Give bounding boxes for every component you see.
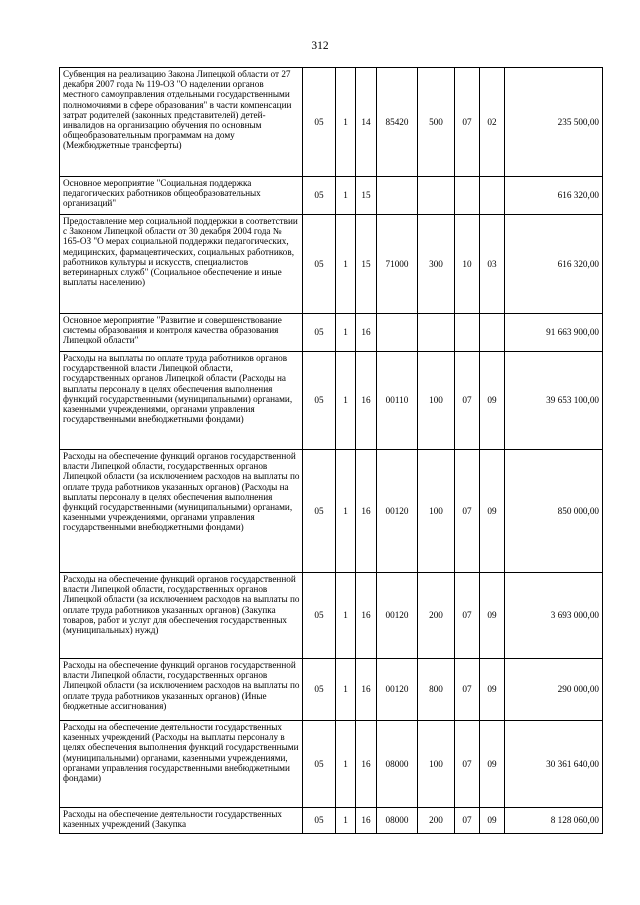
section-code: 10 bbox=[455, 215, 480, 314]
subsection-code: 09 bbox=[480, 721, 505, 808]
subprogram-code: 1 bbox=[336, 177, 356, 215]
subprogram-code: 1 bbox=[336, 721, 356, 808]
table-row bbox=[60, 314, 603, 352]
program-code: 05 bbox=[303, 573, 336, 659]
table-row bbox=[60, 573, 603, 659]
section-code: 07 bbox=[455, 352, 480, 450]
table-row bbox=[60, 215, 603, 314]
direction-code bbox=[377, 177, 418, 215]
activity-code: 16 bbox=[356, 808, 377, 834]
row-description: Субвенция на реализацию Закона Липецкой области от 27 декабря 2007 года № 119-ОЗ "О наделении органов местного самоуправления отдельными государственными полномочиями в сфере образования" в части компенсации затрат родителей (законных представителей) детей-инвалидов на организацию обучения по основным общеобразовательным программам на дому (Межбюджетные трансферты) bbox=[60, 68, 303, 177]
table-row bbox=[60, 68, 603, 177]
expense-type-code: 200 bbox=[418, 808, 455, 834]
subprogram-code: 1 bbox=[336, 450, 356, 573]
section-code: 07 bbox=[455, 68, 480, 177]
expense-type-code bbox=[418, 177, 455, 215]
row-description: Расходы на выплаты по оплате труда работников органов государственной власти Липецкой области, государственных органов Липецкой области (Расходы на выплаты персоналу в целях обеспечения выполнения функций государственными (муниципальными) органами, казенными учреждениями, органами управления государственными внебюджетными фондами) bbox=[60, 352, 303, 450]
amount: 616 320,00 bbox=[505, 215, 603, 314]
expense-type-code bbox=[418, 314, 455, 352]
page-number: 312 bbox=[311, 40, 329, 52]
program-code: 05 bbox=[303, 659, 336, 721]
row-description: Расходы на обеспечение деятельности государственных казенных учреждений (Расходы на выплаты персоналу в целях обеспечения выполнения функций государственными (муниципальными) органами, казенными учреждениями, органами управления государственными внебюджетными фондами) bbox=[60, 721, 303, 808]
subprogram-code: 1 bbox=[336, 659, 356, 721]
program-code: 05 bbox=[303, 215, 336, 314]
table-row bbox=[60, 659, 603, 721]
section-code: 07 bbox=[455, 450, 480, 573]
subprogram-code: 1 bbox=[336, 808, 356, 834]
activity-code: 14 bbox=[356, 68, 377, 177]
table-row bbox=[60, 808, 603, 834]
subprogram-code: 1 bbox=[336, 314, 356, 352]
program-code: 05 bbox=[303, 352, 336, 450]
subprogram-code: 1 bbox=[336, 215, 356, 314]
row-description: Расходы на обеспечение функций органов государственной власти Липецкой области, государственных органов Липецкой области (за исключением расходов на выплаты по оплате труда работников указанных органов) (Закупка товаров, работ и услуг для обеспечения государственных (муниципальных) нужд) bbox=[60, 573, 303, 659]
section-code bbox=[455, 314, 480, 352]
activity-code: 16 bbox=[356, 314, 377, 352]
subsection-code bbox=[480, 177, 505, 215]
amount: 30 361 640,00 bbox=[505, 721, 603, 808]
program-code: 05 bbox=[303, 808, 336, 834]
row-description: Расходы на обеспечение функций органов государственной власти Липецкой области, государственных органов Липецкой области (за исключением расходов на выплаты по оплате труда работников указанных органов) (Иные бюджетные ассигнования) bbox=[60, 659, 303, 721]
subsection-code: 09 bbox=[480, 808, 505, 834]
activity-code: 15 bbox=[356, 215, 377, 314]
amount: 8 128 060,00 bbox=[505, 808, 603, 834]
subsection-code bbox=[480, 314, 505, 352]
amount: 235 500,00 bbox=[505, 68, 603, 177]
subprogram-code: 1 bbox=[336, 68, 356, 177]
direction-code: 00110 bbox=[377, 352, 418, 450]
section-code: 07 bbox=[455, 721, 480, 808]
direction-code: 08000 bbox=[377, 808, 418, 834]
expense-type-code: 200 bbox=[418, 573, 455, 659]
expense-type-code: 100 bbox=[418, 721, 455, 808]
row-description: Основное мероприятие "Развитие и совершенствование системы образования и контроля качества образования Липецкой области" bbox=[60, 314, 303, 352]
table-row bbox=[60, 352, 603, 450]
expense-type-code: 300 bbox=[418, 215, 455, 314]
activity-code: 16 bbox=[356, 352, 377, 450]
amount: 39 653 100,00 bbox=[505, 352, 603, 450]
expense-type-code: 800 bbox=[418, 659, 455, 721]
table-row bbox=[60, 177, 603, 215]
program-code: 05 bbox=[303, 450, 336, 573]
activity-code: 15 bbox=[356, 177, 377, 215]
table-row bbox=[60, 721, 603, 808]
program-code: 05 bbox=[303, 314, 336, 352]
section-code: 07 bbox=[455, 808, 480, 834]
row-description: Предоставление мер социальной поддержки в соответствии с Законом Липецкой области от 30 декабря 2004 года № 165-ОЗ "О мерах социальной поддержки педагогических, медицинских, фармацевтических, социальных работников, работников культуры и искусств, специалистов ветеринарных служб" (Социальное обеспечение и иные выплаты населению) bbox=[60, 215, 303, 314]
subsection-code: 09 bbox=[480, 352, 505, 450]
program-code: 05 bbox=[303, 68, 336, 177]
subsection-code: 09 bbox=[480, 573, 505, 659]
budget-table bbox=[59, 67, 603, 834]
expense-type-code: 100 bbox=[418, 352, 455, 450]
activity-code: 16 bbox=[356, 659, 377, 721]
subprogram-code: 1 bbox=[336, 573, 356, 659]
amount: 616 320,00 bbox=[505, 177, 603, 215]
direction-code: 71000 bbox=[377, 215, 418, 314]
program-code: 05 bbox=[303, 177, 336, 215]
row-description: Расходы на обеспечение функций органов государственной власти Липецкой области, государственных органов Липецкой области (за исключением расходов на выплаты по оплате труда работников указанных органов) (Расходы на выплаты персоналу в целях обеспечения выполнения функций государственными (муниципальными) органами, казенными учреждениями, органами управления государственными внебюджетными фондами) bbox=[60, 450, 303, 573]
direction-code: 08000 bbox=[377, 721, 418, 808]
activity-code: 16 bbox=[356, 573, 377, 659]
amount: 850 000,00 bbox=[505, 450, 603, 573]
direction-code: 85420 bbox=[377, 68, 418, 177]
expense-type-code: 100 bbox=[418, 450, 455, 573]
amount: 91 663 900,00 bbox=[505, 314, 603, 352]
subsection-code: 02 bbox=[480, 68, 505, 177]
direction-code bbox=[377, 314, 418, 352]
direction-code: 00120 bbox=[377, 450, 418, 573]
activity-code: 16 bbox=[356, 450, 377, 573]
subprogram-code: 1 bbox=[336, 352, 356, 450]
direction-code: 00120 bbox=[377, 573, 418, 659]
section-code bbox=[455, 177, 480, 215]
row-description: Расходы на обеспечение деятельности государственных казенных учреждений (Закупка bbox=[60, 808, 303, 834]
subsection-code: 03 bbox=[480, 215, 505, 314]
program-code: 05 bbox=[303, 721, 336, 808]
amount: 290 000,00 bbox=[505, 659, 603, 721]
subsection-code: 09 bbox=[480, 450, 505, 573]
activity-code: 16 bbox=[356, 721, 377, 808]
direction-code: 00120 bbox=[377, 659, 418, 721]
section-code: 07 bbox=[455, 573, 480, 659]
expense-type-code: 500 bbox=[418, 68, 455, 177]
table-row bbox=[60, 450, 603, 573]
section-code: 07 bbox=[455, 659, 480, 721]
amount: 3 693 000,00 bbox=[505, 573, 603, 659]
subsection-code: 09 bbox=[480, 659, 505, 721]
row-description: Основное мероприятие "Социальная поддержка педагогических работников общеобразовательных организаций" bbox=[60, 177, 303, 215]
